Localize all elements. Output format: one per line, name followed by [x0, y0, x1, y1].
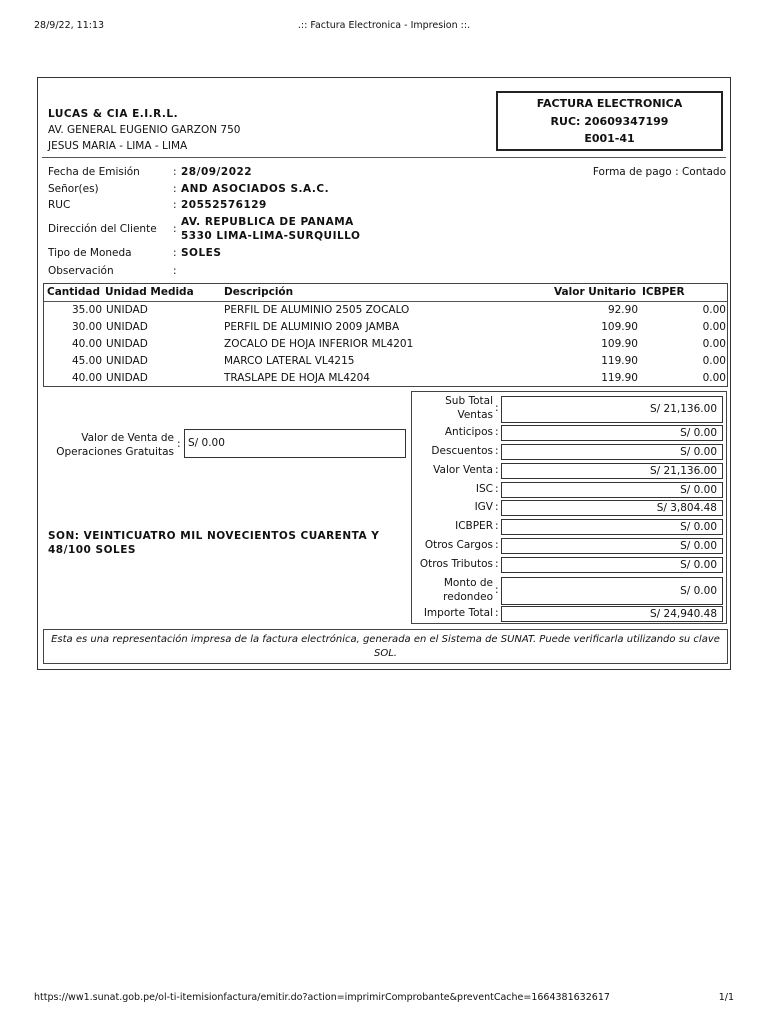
print-url: https://ww1.sunat.gob.pe/ol-ti-itemisionfactura/emitir.do?action=imprimirComprobante&preventCache=1664381632617	[34, 992, 610, 1003]
icbper-label: ICBPER	[455, 520, 493, 532]
print-datetime: 28/9/22, 11:13	[34, 20, 105, 31]
item-unit-value: 119.90	[601, 372, 638, 384]
item-icbper: 0.00	[702, 321, 726, 333]
colon: :	[173, 166, 177, 178]
header-divider	[42, 157, 726, 158]
colon: :	[495, 402, 499, 414]
header-unit: Unidad Medida	[105, 286, 194, 298]
address-value-line1: AV. REPUBLICA DE PANAMA	[181, 216, 354, 228]
rounding-value: S/ 0.00	[501, 577, 723, 605]
item-qty: 45.00	[71, 355, 102, 367]
advances-label: Anticipos	[444, 426, 493, 438]
customer-value: AND ASOCIADOS S.A.C.	[181, 183, 330, 195]
free-operations-value: S/ 0.00	[184, 429, 406, 458]
colon: :	[173, 223, 177, 235]
sale-value-label: Valor Venta	[433, 464, 493, 476]
item-description: MARCO LATERAL VL4215	[224, 355, 355, 367]
isc-value: S/ 0.00	[501, 482, 723, 498]
igv-value: S/ 3,804.48	[501, 500, 723, 516]
amount-in-words: SON: VEINTICUATRO MIL NOVECIENTOS CUARENTA Y 48/100 SOLES	[48, 530, 380, 556]
colon: :	[495, 426, 499, 438]
colon: :	[495, 607, 499, 619]
item-unit-value: 109.90	[601, 338, 638, 350]
emitter-name: LUCAS & CIA E.I.R.L.	[48, 108, 179, 120]
item-unit: UNIDAD	[106, 321, 148, 333]
item-unit: UNIDAD	[106, 372, 148, 384]
item-description: ZOCALO DE HOJA INFERIOR ML4201	[224, 338, 414, 350]
colon: :	[495, 539, 499, 551]
emitter-address-line2: JESUS MARIA - LIMA - LIMA	[48, 140, 188, 152]
colon: :	[495, 445, 499, 457]
item-unit-value: 109.90	[601, 321, 638, 333]
document-type: FACTURA ELECTRONICA	[536, 97, 683, 110]
discounts-label: Descuentos	[431, 445, 493, 457]
item-icbper: 0.00	[702, 338, 726, 350]
item-qty: 40.00	[71, 338, 102, 350]
table-row	[44, 337, 727, 354]
table-row	[44, 371, 727, 388]
grand-total-value: S/ 24,940.48	[501, 606, 723, 622]
other-charges-label: Otros Cargos	[424, 539, 493, 551]
colon: :	[495, 558, 499, 570]
ruc-value: 20552576129	[181, 199, 267, 211]
item-icbper: 0.00	[702, 372, 726, 384]
grand-total-label: Importe Total	[423, 607, 493, 619]
icbper-value: S/ 0.00	[501, 519, 723, 535]
subtotal-label: Sub Total Ventas	[445, 395, 493, 421]
currency-label: Tipo de Moneda	[48, 247, 132, 259]
invoice	[37, 77, 731, 670]
colon: :	[495, 501, 499, 513]
header-unit-value: Valor Unitario	[554, 286, 636, 298]
observation-label: Observación	[48, 265, 114, 277]
customer-label: Señor(es)	[48, 183, 99, 195]
print-title: .:: Factura Electronica - Impresion ::.	[297, 20, 471, 31]
item-unit-value: 92.90	[607, 304, 638, 316]
header-qty: Cantidad	[47, 286, 101, 298]
sale-value-value: S/ 21,136.00	[501, 463, 723, 479]
address-value-line2: 5330 LIMA-LIMA-SURQUILLO	[181, 230, 361, 242]
address-label: Dirección del Cliente	[48, 223, 157, 235]
free-operations-label: Valor de Venta de Operaciones Gratuitas	[56, 432, 174, 458]
document-ruc: RUC: 20609347199	[550, 114, 669, 128]
other-charges-value: S/ 0.00	[501, 538, 723, 554]
ruc-label: RUC	[48, 199, 71, 211]
table-row	[44, 354, 727, 371]
item-description: PERFIL DE ALUMINIO 2505 ZOCALO	[224, 304, 410, 316]
currency-value: SOLES	[181, 247, 222, 259]
print-footer	[34, 992, 734, 1006]
colon: :	[495, 483, 499, 495]
isc-label: ISC	[475, 483, 493, 495]
table-row	[44, 320, 727, 337]
rounding-label: Monto de redondeo	[443, 577, 493, 603]
payment-method: Forma de pago : Contado	[592, 166, 726, 178]
other-taxes-label: Otros Tributos	[419, 558, 493, 570]
colon: :	[173, 247, 177, 259]
print-header	[34, 20, 734, 34]
item-unit: UNIDAD	[106, 338, 148, 350]
colon: :	[495, 584, 499, 596]
item-unit-value: 119.90	[601, 355, 638, 367]
colon: :	[173, 199, 177, 211]
totals-panel	[411, 391, 727, 624]
colon: :	[495, 520, 499, 532]
colon: :	[173, 265, 177, 277]
colon: :	[495, 464, 499, 476]
table-row	[44, 303, 727, 320]
colon: :	[173, 183, 177, 195]
document-box	[496, 91, 723, 151]
advances-value: S/ 0.00	[501, 425, 723, 441]
document-number: E001-41	[584, 132, 635, 145]
discounts-value: S/ 0.00	[501, 444, 723, 460]
items-table-header	[44, 284, 727, 302]
emitter-block	[48, 106, 240, 154]
issue-date-label: Fecha de Emisión	[48, 166, 140, 178]
item-description: TRASLAPE DE HOJA ML4204	[224, 372, 370, 384]
subtotal-value: S/ 21,136.00	[501, 396, 723, 423]
header-description: Descripción	[224, 286, 294, 298]
items-table	[43, 283, 728, 387]
print-page-number: 1/1	[718, 992, 734, 1003]
igv-label: IGV	[474, 501, 493, 513]
header-icbper: ICBPER	[642, 286, 685, 298]
issue-date-value: 28/09/2022	[181, 166, 253, 178]
item-unit: UNIDAD	[106, 304, 148, 316]
item-qty: 35.00	[71, 304, 102, 316]
item-description: PERFIL DE ALUMINIO 2009 JAMBA	[224, 321, 400, 333]
item-icbper: 0.00	[702, 355, 726, 367]
colon: :	[177, 438, 181, 450]
item-unit: UNIDAD	[106, 355, 148, 367]
emitter-address-line1: AV. GENERAL EUGENIO GARZON 750	[48, 124, 241, 136]
other-taxes-value: S/ 0.00	[501, 557, 723, 573]
sunat-note: Esta es una representación impresa de la factura electrónica, generada en el Sistema de SUNAT. Puede verificarla utilizando su clave SOL.	[43, 629, 728, 664]
item-qty: 40.00	[71, 372, 102, 384]
item-qty: 30.00	[71, 321, 102, 333]
item-icbper: 0.00	[702, 304, 726, 316]
